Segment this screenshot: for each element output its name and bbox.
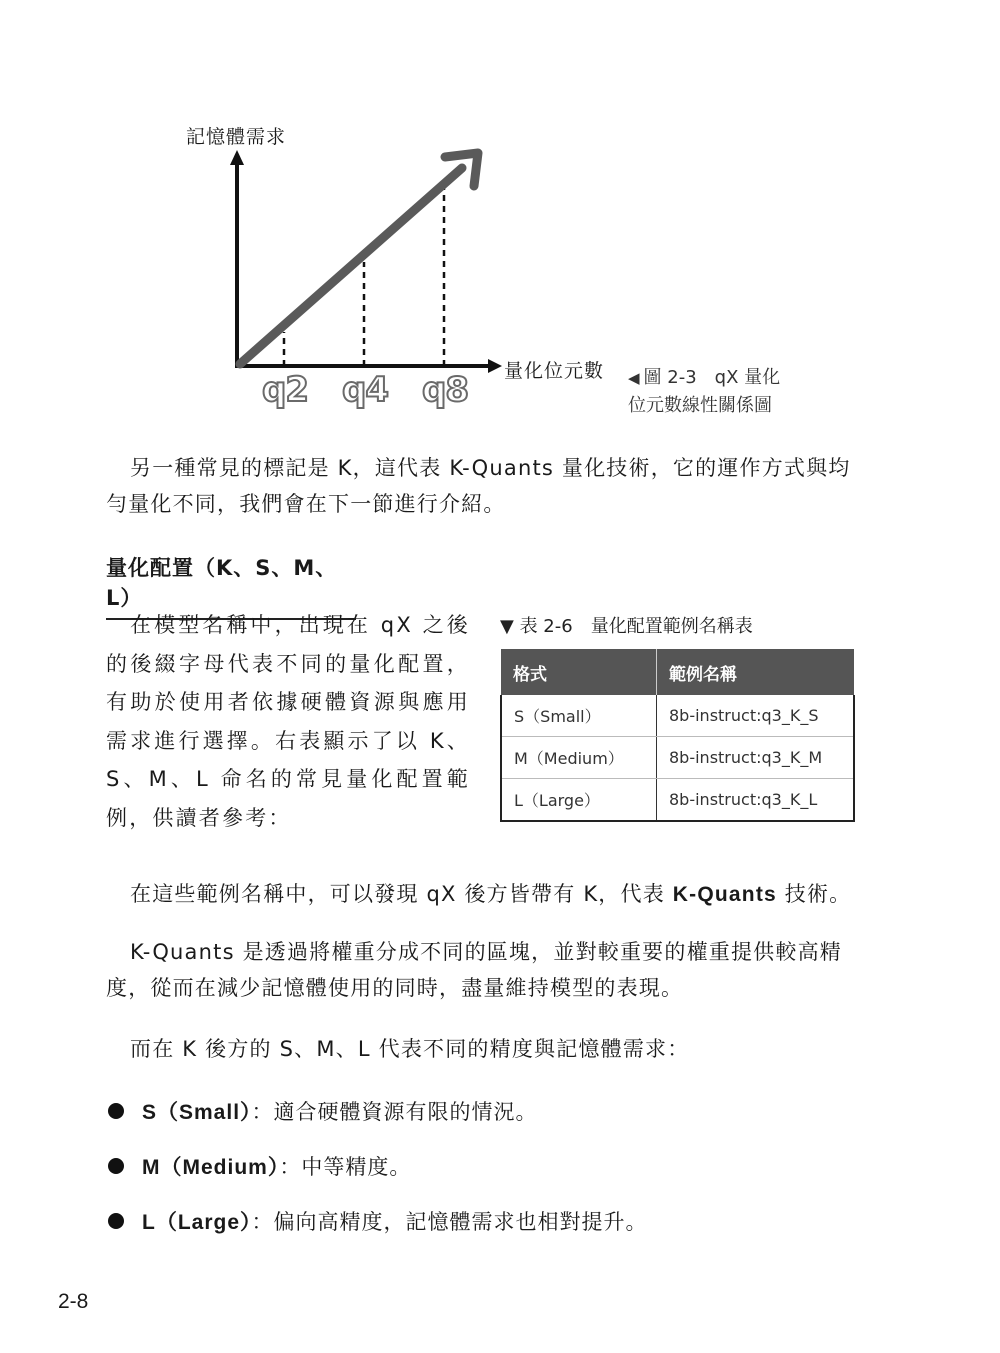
x-axis-arrowhead — [488, 359, 502, 373]
x-axis-label: 量化位元數 — [504, 360, 605, 382]
bullet-dot-icon — [108, 1213, 124, 1229]
caption-triangle-icon: ◀ — [628, 369, 640, 387]
table-cell-example: 8b-instruct:q3_K_L — [657, 779, 855, 822]
table-row — [501, 737, 854, 779]
trend-arrow-shaft — [240, 168, 462, 364]
section-title: 量化配置（K、S、M、L） — [106, 552, 356, 620]
kquants-term: K-Quants — [672, 883, 777, 906]
intro-paragraph: 另一種常見的標記是 K，這代表 K-Quants 量化技術，它的運作方式與均勻量化不同，我們會在下一節進行介紹。 — [106, 456, 851, 516]
y-axis-arrowhead — [230, 150, 244, 165]
q4-label: q4 — [342, 370, 388, 410]
table-row — [501, 779, 854, 822]
page-number: 2-8 — [58, 1290, 89, 1313]
table-caption: ▼ 表 2-6 量化配置範例名稱表 — [500, 616, 753, 637]
table-cell-format: M（Medium） — [501, 737, 657, 779]
paragraph-sml-intro: 而在 K 後方的 S、M、L 代表不同的精度與記憶體需求： — [130, 1037, 690, 1061]
table-header-row — [501, 649, 854, 695]
quant-config-table — [500, 649, 855, 822]
side-paragraph: 在模型名稱中，出現在 qX 之後的後綴字母代表不同的量化配置，有助於使用者依據硬體資源與應用需求進行選擇。右表顯示了以 K、S、M、L 命名的常見量化配置範例，供讀者參考： — [106, 613, 470, 830]
table-cell-example: 8b-instruct:q3_K_M — [657, 737, 855, 779]
table-cell-example: 8b-instruct:q3_K_S — [657, 695, 855, 737]
q2-label: q2 — [262, 370, 308, 410]
table-cell-format: L（Large） — [501, 779, 657, 822]
figure-caption: ◀ 圖 2-3 qX 量化 位元數線性關係圖 — [628, 367, 781, 416]
header-format: 格式 — [501, 649, 657, 695]
table-cell-format: S（Small） — [501, 695, 657, 737]
paragraph-kquants-note: 在這些範例名稱中，可以發現 qX 後方皆帶有 K，代表 K-Quants 技術。 — [130, 882, 852, 906]
table-row — [501, 695, 854, 737]
caption-triangle-down-icon: ▼ — [500, 616, 514, 637]
paragraph-kquants-explain: K-Quants 是透過將權重分成不同的區塊，並對較重要的權重提供較高精度，從而在減少記憶體使用的同時，盡量維持模型的表現。 — [106, 940, 842, 1000]
y-axis-label: 記憶體需求 — [186, 126, 287, 148]
q8-label: q8 — [422, 370, 468, 410]
bullet-dot-icon — [108, 1158, 124, 1174]
bullet-dot-icon — [108, 1103, 124, 1119]
header-example-name: 範例名稱 — [657, 649, 855, 695]
memory-bits-diagram — [0, 0, 1000, 420]
